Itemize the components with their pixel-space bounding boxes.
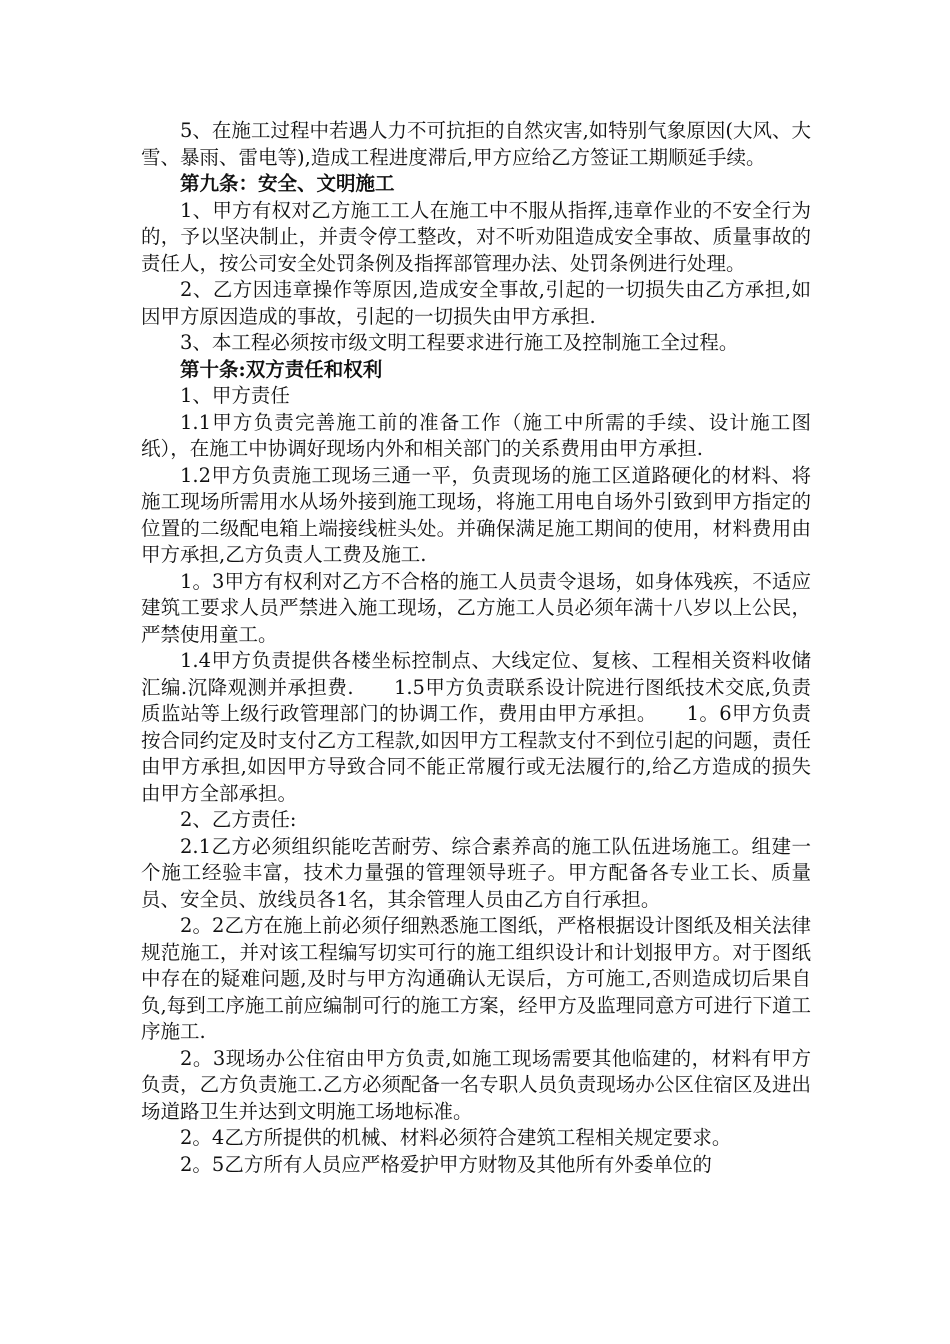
paragraph-party-b-2-2: 2。2乙方在施上前必须仔细熟悉施工图纸，严格根据设计图纸及相关法律规范施工，并对该工程编写切实可行的施工组织设计和计划报甲方。对于图纸中存在的疑难问题,及时与甲方沟通确认无误后，方可施工,否则造成切后果自负,每到工序施工前应编制可行的施工方案，经甲方及监理同意方可进行下道工序施工. (141, 914, 811, 1043)
document-body (141, 118, 811, 1178)
paragraph-article-9-item-2: 2、乙方因违章操作等原因,造成安全事故,引起的一切损失由乙方承担,如因甲方原因造成的事故，引起的一切损失由甲方承担. (141, 278, 811, 328)
paragraph-article-9-item-3: 3、本工程必须按市级文明工程要求进行施工及控制施工全过程。 (180, 331, 739, 354)
paragraph-party-b-2-4: 2。4乙方所提供的机械、材料必须符合建筑工程相关规定要求。 (180, 1126, 732, 1149)
paragraph-party-a-1-4-to-1-6: 1.4甲方负责提供各楼坐标控制点、大线定位、复核、工程相关资料收储汇编.沉降观测并承担费. 1.5甲方负责联系设计院进行图纸技术交底,负责质监站等上级行政管理部门的协调工作，费用由甲方承担。 1。6甲方负责按合同约定及时支付乙方工程款,如因甲方工程款支付不到位引起的问题，责任由甲方承担,如因甲方导致合同不能正常履行或无法履行的,给乙方造成的损失由甲方全部承担。 (141, 649, 811, 805)
section-heading-article-9: 第九条：安全、文明施工 (180, 172, 395, 195)
paragraph-party-a-1-2: 1.2甲方负责施工现场三通一平，负责现场的施工区道路硬化的材料、将施工现场所需用水从场外接到施工现场，将施工用电自场外引致到甲方指定的位置的二级配电箱上端接线桩头处。并确保满足施工期间的使用，材料费用由甲方承担,乙方负责人工费及施工. (141, 463, 811, 566)
subheading-party-b-duties: 2、乙方责任: (180, 808, 297, 831)
paragraph-party-b-2-1: 2.1乙方必须组织能吃苦耐劳、综合素养高的施工队伍进场施工。组建一个施工经验丰富，技术力量强的管理领导班子。甲方配备各专业工长、质量员、安全员、放线员各1名，其余管理人员由乙方自行承担。 (141, 834, 811, 911)
subheading-party-a-duties: 1、甲方责任 (180, 384, 290, 407)
section-heading-article-10: 第十条:双方责任和权利 (180, 357, 383, 381)
paragraph-party-b-2-5: 2。5乙方所有人员应严格爱护甲方财物及其他所有外委单位的 (180, 1152, 712, 1176)
paragraph-party-a-1-3: 1。3甲方有权利对乙方不合格的施工人员责令退场，如身体残疾，不适应建筑工要求人员严禁进入施工现场，乙方施工人员必须年满十八岁以上公民，严禁使用童工。 (141, 569, 811, 646)
paragraph-article-9-item-1: 1、甲方有权对乙方施工工人在施工中不服从指挥,违章作业的不安全行为的，予以坚决制止，并责令停工整改，对不听劝阻造成安全事故、质量事故的责任人，按公司安全处罚条例及指挥部管理办法、处罚条例进行处理。 (141, 198, 811, 275)
paragraph-clause-8-item-5: 5、在施工过程中若遇人力不可抗拒的自然灾害,如特别气象原因(大风、大雪、暴雨、雷电等),造成工程进度滞后,甲方应给乙方签证工期顺延手续。 (141, 119, 811, 169)
paragraph-party-a-1-1: 1.1甲方负责完善施工前的准备工作（施工中所需的手续、设计施工图纸），在施工中协调好现场内外和相关部门的关系费用由甲方承担. (141, 410, 811, 460)
paragraph-party-b-2-3: 2。3现场办公住宿由甲方负责,如施工现场需要其他临建的，材料有甲方负责，乙方负责施工.乙方必须配备一名专职人员负责现场办公区住宿区及进出场道路卫生并达到文明施工场地标准。 (141, 1046, 811, 1123)
